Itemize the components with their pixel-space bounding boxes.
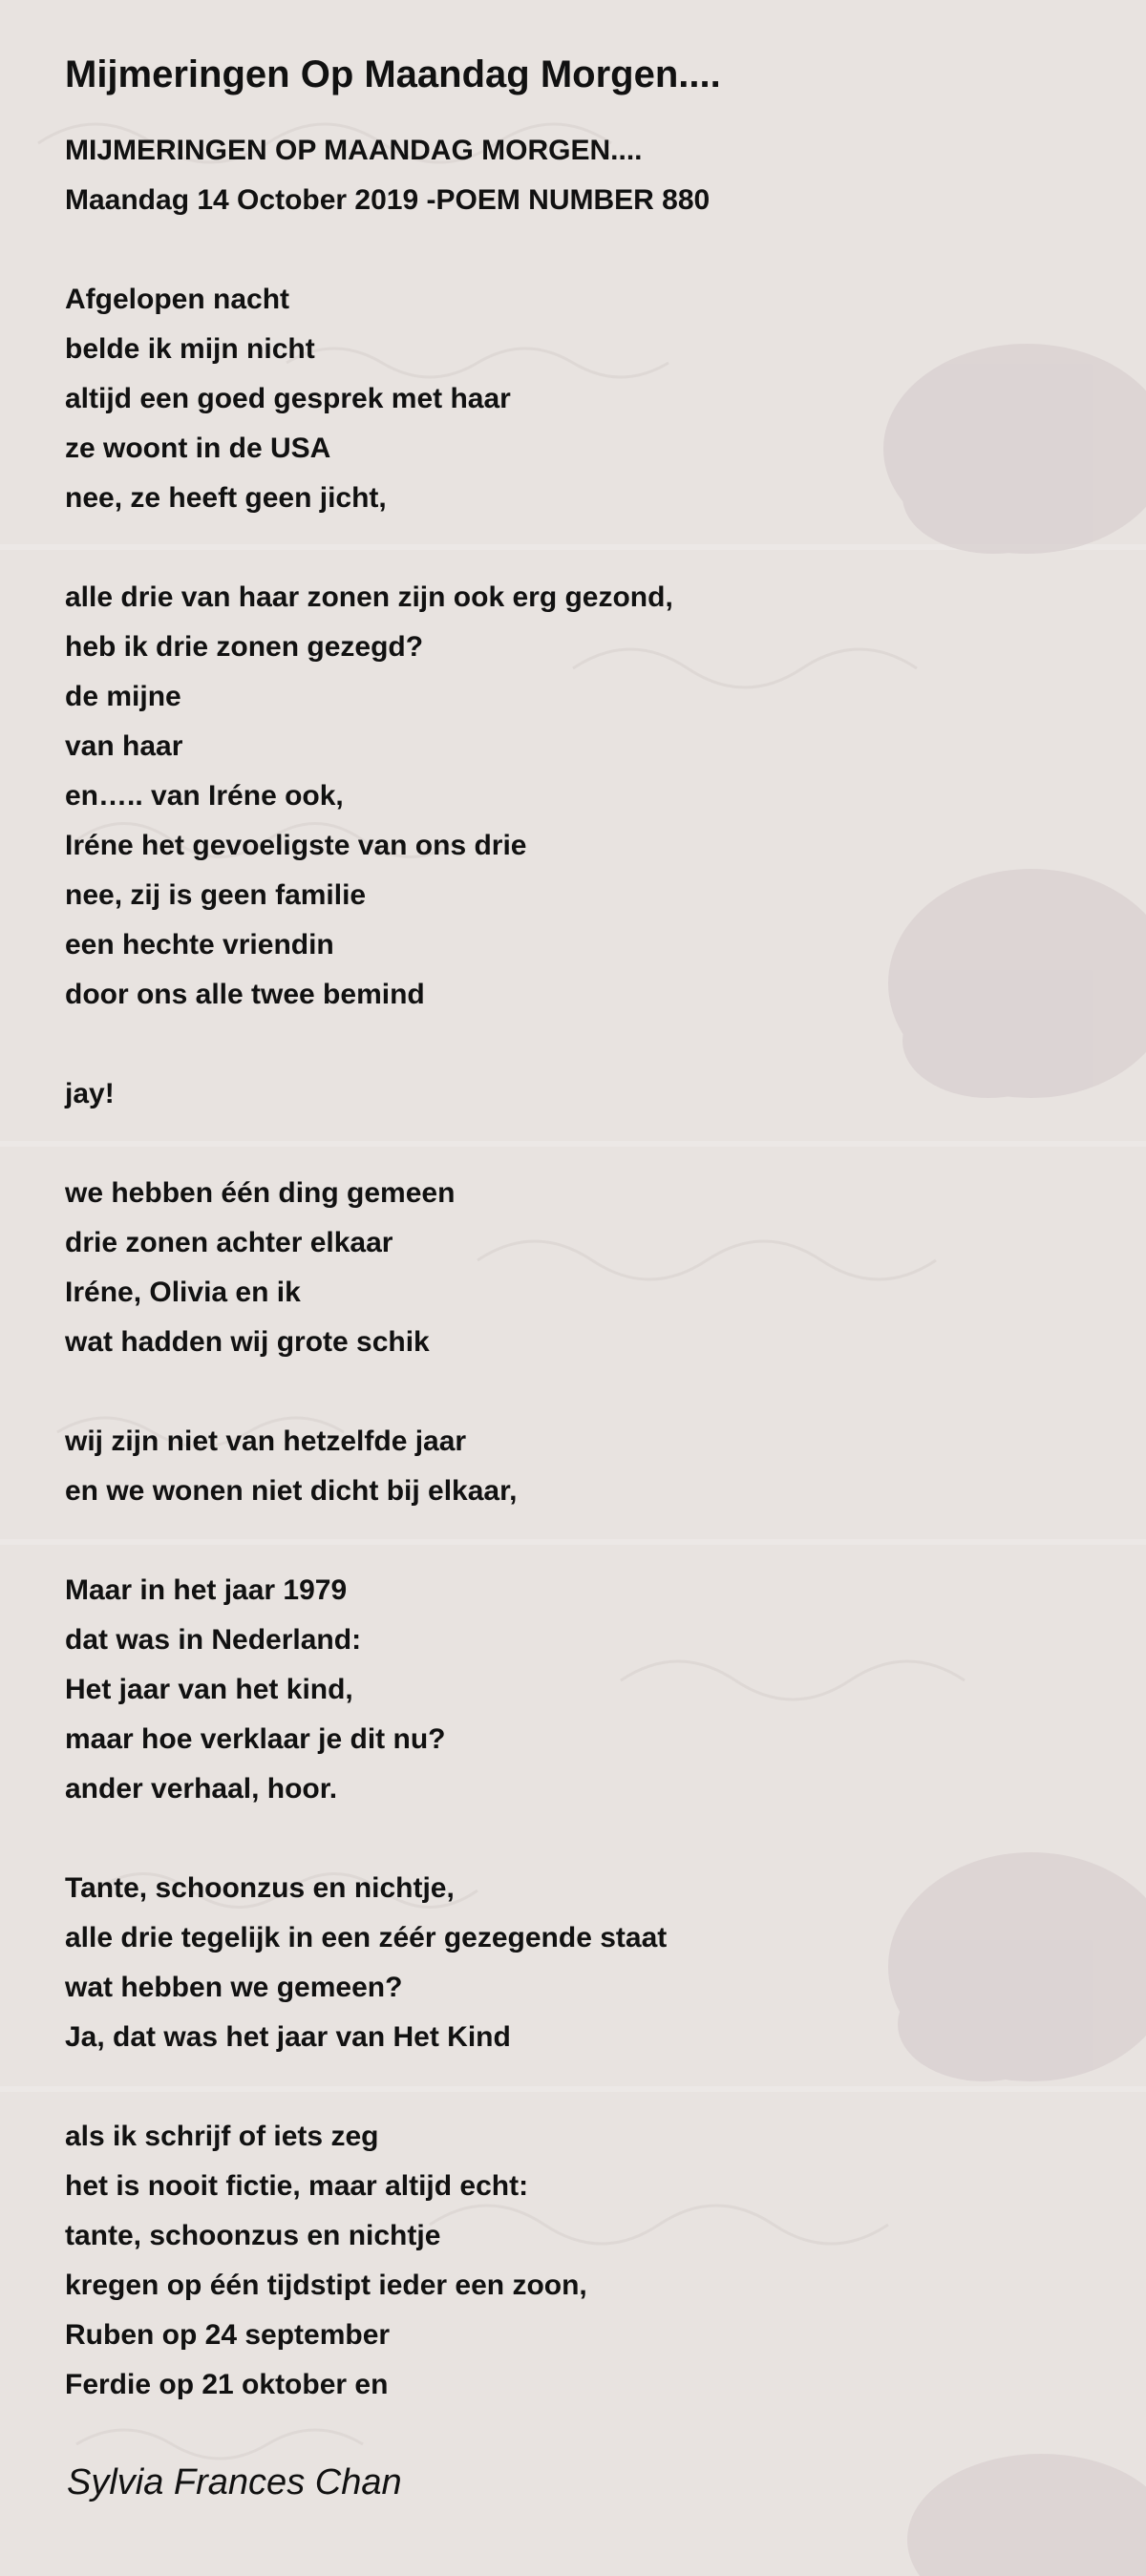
poem-line: drie zonen achter elkaar [65,1227,393,1258]
poem-line: wat hadden wij grote schik [65,1326,430,1358]
poem-line: Tante, schoonzus en nichtje, [65,1872,455,1904]
poem-line: en….. van Iréne ook, [65,780,344,812]
poem-line: Iréne, Olivia en ik [65,1277,301,1308]
poem-line: altijd een goed gesprek met haar [65,383,511,414]
stanza-break [65,1367,1096,1417]
stanza-break [65,1516,1096,1566]
poem-line: van haar [65,730,183,762]
stanza-break [65,225,1096,275]
stanza-break [65,1020,1096,1069]
poem-line: heb ik drie zonen gezegd? [65,631,424,663]
poem-line: kregen op één tijdstipt ieder een zoon, [65,2270,587,2301]
poem-body [65,126,1096,2410]
poem-line: de mijne [65,681,181,712]
poem-line: het is nooit fictie, maar altijd echt: [65,2170,529,2202]
poem-line: Maar in het jaar 1979 [65,1574,348,1606]
poem-line: een hechte vriendin [65,929,334,961]
poem-line: tante, schoonzus en nichtje [65,2220,441,2251]
poem-line: jay! [65,1078,115,1109]
poem-author: Sylvia Frances Chan [67,2462,402,2502]
poem-line: nee, zij is geen familie [65,879,367,911]
poem-header-line: MIJMERINGEN OP MAANDAG MORGEN.... [65,135,643,166]
poem-line: Ruben op 24 september [65,2319,391,2351]
stanza-break [65,1814,1096,1864]
poem-title: Mijmeringen Op Maandag Morgen.... [65,53,721,95]
poem-line: maar hoe verklaar je dit nu? [65,1723,446,1755]
poem-line: als ik schrijf of iets zeg [65,2121,379,2152]
poem-line: alle drie tegelijk in een zéér gezegende staat [65,1922,668,1953]
poem-line: we hebben één ding gemeen [65,1177,456,1209]
poem-line: belde ik mijn nicht [65,333,315,365]
poem-line: Het jaar van het kind, [65,1674,353,1705]
stanza-break [65,1119,1096,1169]
poem-line: alle drie van haar zonen zijn ook erg gezond, [65,581,673,613]
poem-line: wij zijn niet van hetzelfde jaar [65,1425,467,1457]
poem-header-line: Maandag 14 October 2019 -POEM NUMBER 880 [65,184,711,216]
poem-line: ze woont in de USA [65,433,331,464]
poem-line: dat was in Nederland: [65,1624,362,1656]
poem-line: Afgelopen nacht [65,284,290,315]
poem-line: door ons alle twee bemind [65,979,425,1010]
poem-line: en we wonen niet dicht bij elkaar, [65,1475,518,1507]
poem-line: ander verhaal, hoor. [65,1773,338,1805]
stanza-break [65,523,1096,573]
poem-line: wat hebben we gemeen? [65,1972,403,2003]
poem-page [65,50,1096,2507]
stanza-break [65,2062,1096,2112]
poem-line: Ja, dat was het jaar van Het Kind [65,2021,511,2053]
poem-line: Iréne het gevoeligste van ons drie [65,830,527,861]
poem-line: nee, ze heeft geen jicht, [65,482,387,514]
poem-line: Ferdie op 21 oktober en [65,2369,389,2400]
